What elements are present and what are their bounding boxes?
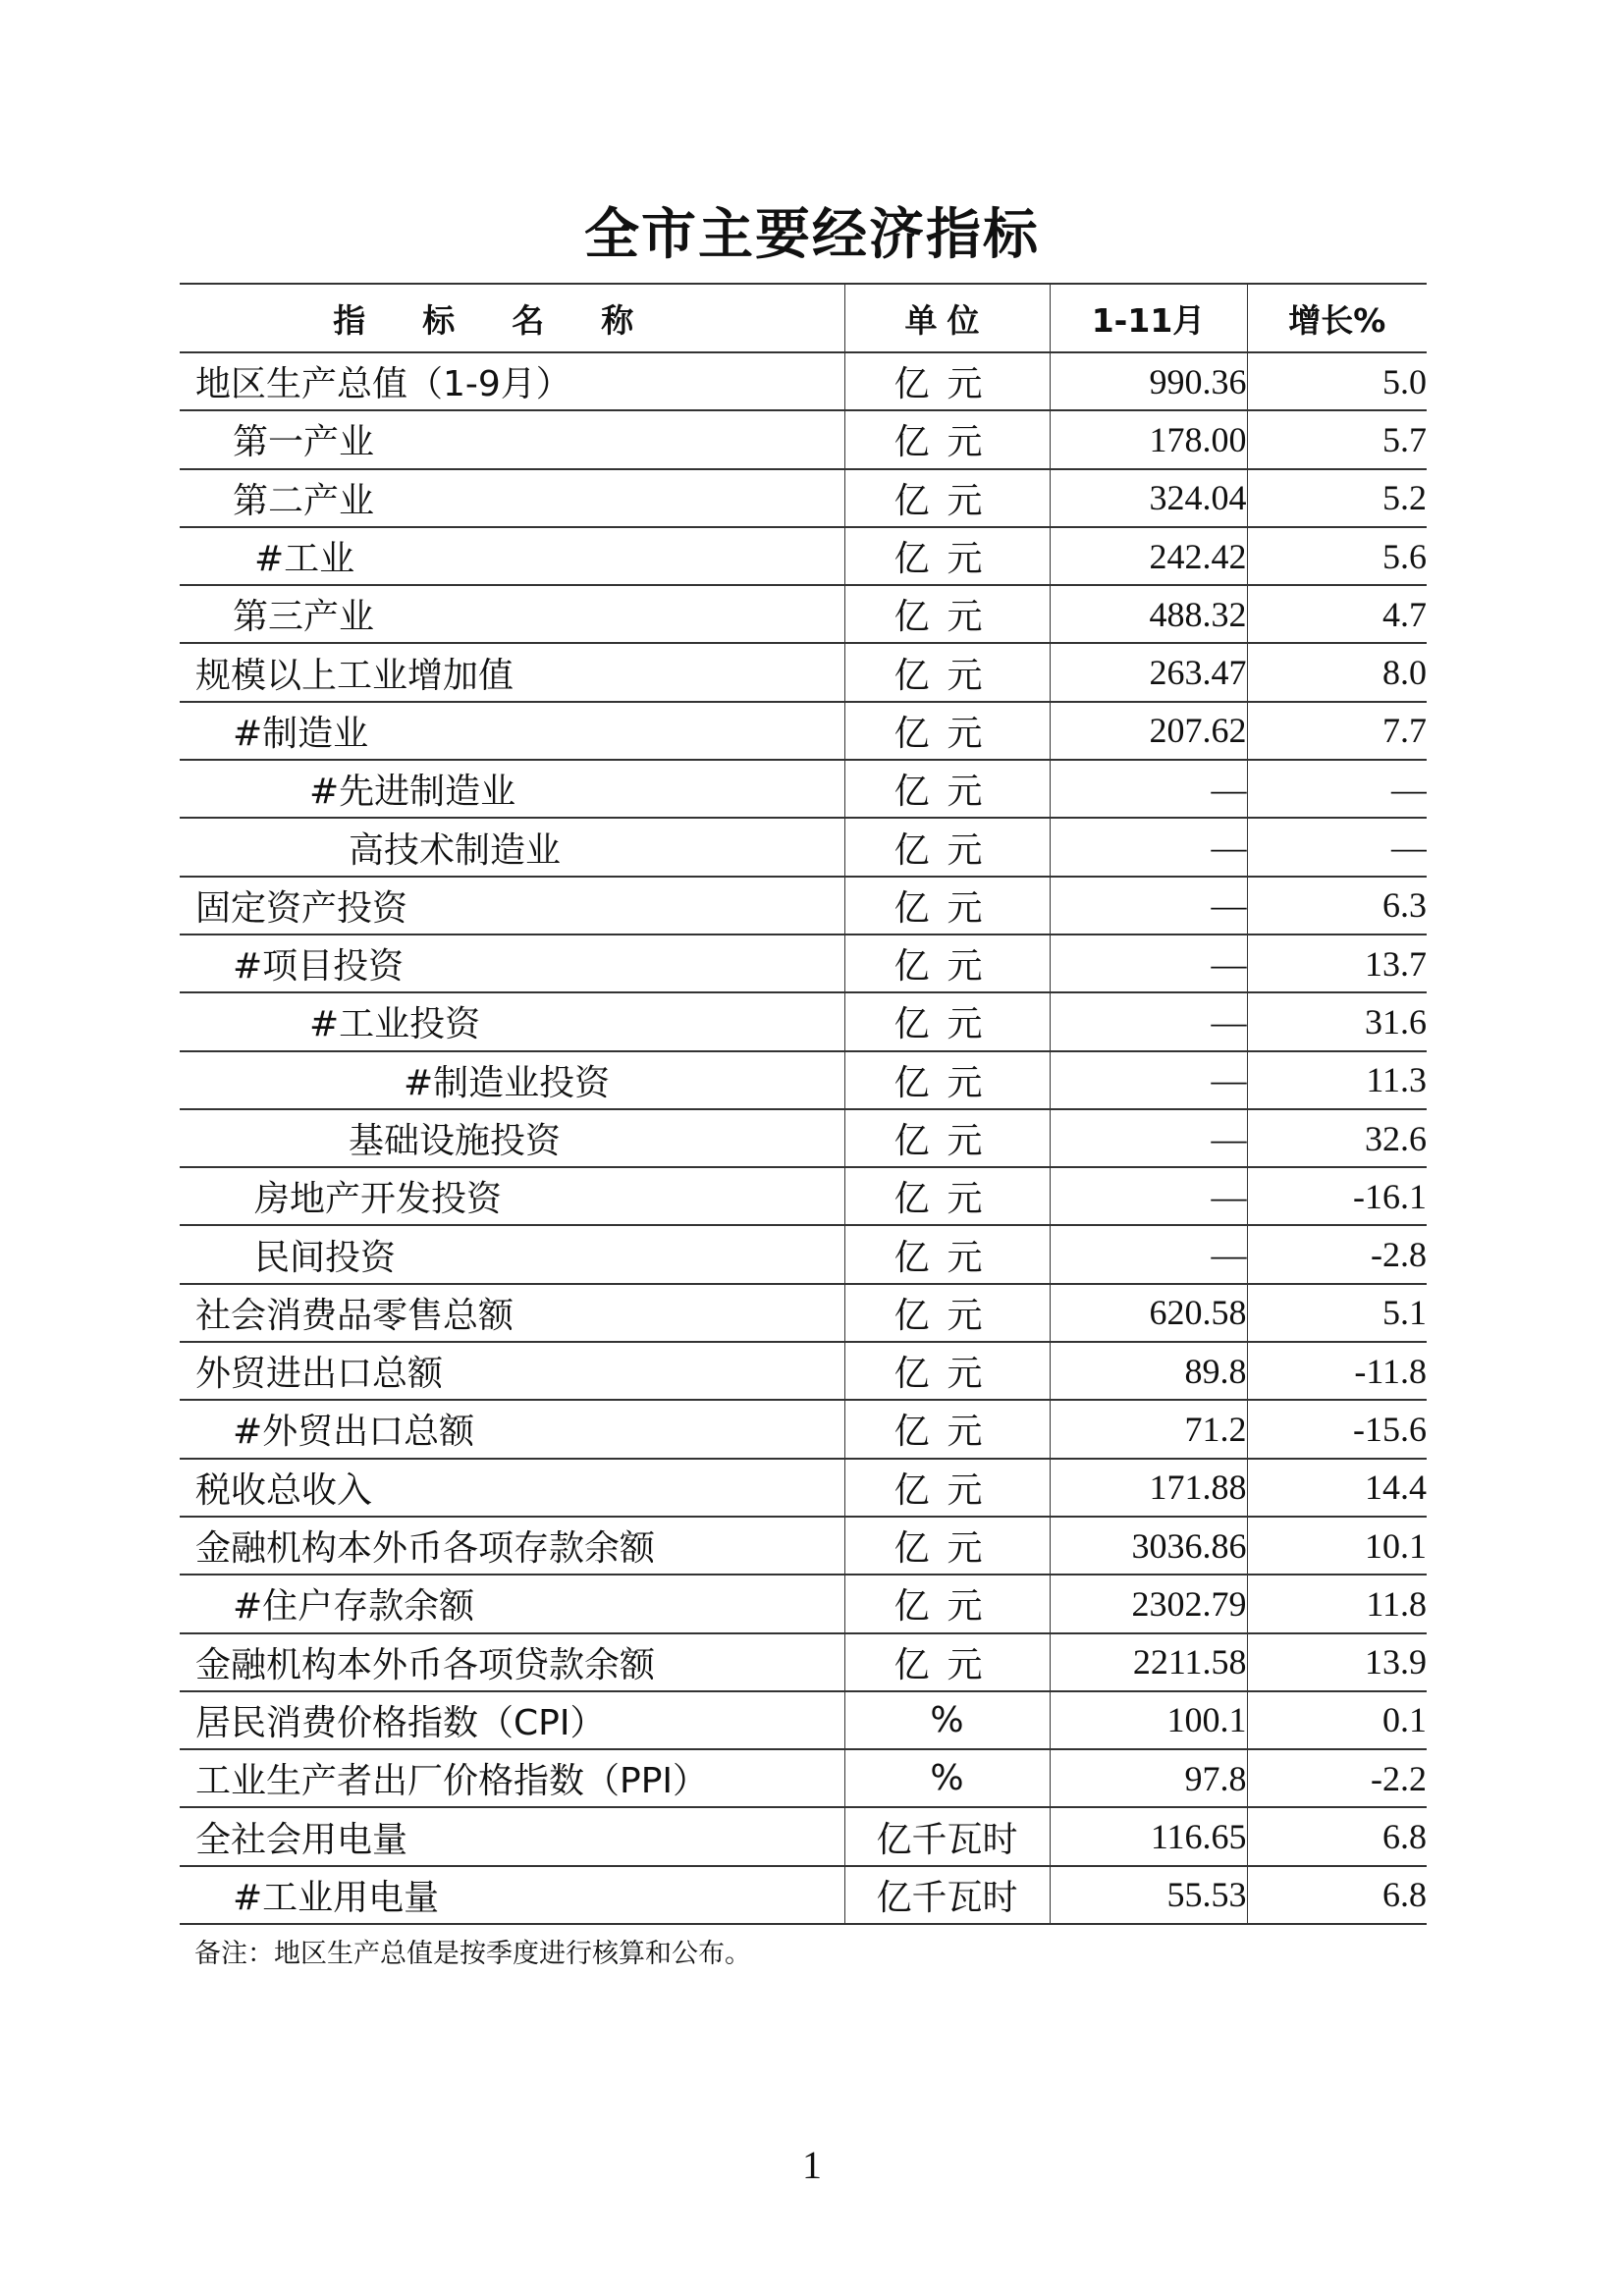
indicator-name-cell: 第一产业 [180,410,844,468]
indicator-name-cell: #住户存款余额 [180,1575,844,1632]
unit-cell: 亿元 [844,934,1050,992]
indicator-name-cell: 居民消费价格指数（CPI） [180,1691,844,1749]
unit-cell: 亿元 [844,992,1050,1050]
table-row [180,818,1427,876]
table-row [180,1284,1427,1342]
period-value-cell: 178.00 [1050,410,1247,468]
unit-cell: 亿元 [844,1167,1050,1225]
growth-cell: -2.8 [1247,1225,1427,1283]
unit-cell: 亿元 [844,1109,1050,1167]
growth-cell: 6.8 [1247,1866,1427,1924]
table-row [180,1866,1427,1924]
unit-cell: % [844,1749,1050,1807]
indicator-name-cell: 第三产业 [180,585,844,643]
table-row [180,1109,1427,1167]
growth-cell: 13.7 [1247,934,1427,992]
unit-cell: 亿元 [844,702,1050,760]
period-value-cell: 207.62 [1050,702,1247,760]
growth-cell: — [1247,760,1427,818]
indicator-name-cell: #项目投资 [180,934,844,992]
unit-cell: 亿元 [844,1633,1050,1691]
period-value-cell: 488.32 [1050,585,1247,643]
unit-cell: 亿元 [844,877,1050,934]
table-row [180,1749,1427,1807]
growth-cell: -16.1 [1247,1167,1427,1225]
table-row [180,1342,1427,1400]
unit-cell: 亿元 [844,1284,1050,1342]
period-value-cell: 990.36 [1050,352,1247,410]
period-value-cell: 242.42 [1050,527,1247,585]
unit-cell: 亿元 [844,1517,1050,1575]
table-row [180,934,1427,992]
indicator-name-cell: 工业生产者出厂价格指数（PPI） [180,1749,844,1807]
period-value-cell: — [1050,1051,1247,1109]
period-value-cell: 116.65 [1050,1807,1247,1865]
period-value-cell: 324.04 [1050,469,1247,527]
period-value-cell: — [1050,1225,1247,1283]
indicator-name-cell: #制造业投资 [180,1051,844,1109]
header-unit: 单位 [844,284,1050,352]
period-value-cell: — [1050,818,1247,876]
unit-cell: 亿千瓦时 [844,1866,1050,1924]
period-value-cell: 3036.86 [1050,1517,1247,1575]
indicator-name-cell: #工业用电量 [180,1866,844,1924]
indicator-name-cell: 固定资产投资 [180,877,844,934]
indicator-name-cell: 基础设施投资 [180,1109,844,1167]
table-row [180,527,1427,585]
period-value-cell: 71.2 [1050,1400,1247,1458]
unit-cell: 亿元 [844,760,1050,818]
growth-cell: -15.6 [1247,1400,1427,1458]
table-row [180,1691,1427,1749]
table-row [180,1575,1427,1632]
table-row [180,1517,1427,1575]
growth-cell: 14.4 [1247,1459,1427,1517]
growth-cell: 32.6 [1247,1109,1427,1167]
indicator-name-cell: 外贸进出口总额 [180,1342,844,1400]
unit-cell: 亿元 [844,1400,1050,1458]
growth-cell: 8.0 [1247,643,1427,701]
table-row [180,469,1427,527]
period-value-cell: — [1050,1167,1247,1225]
growth-cell: 5.2 [1247,469,1427,527]
table-row [180,992,1427,1050]
indicator-name-cell: 社会消费品零售总额 [180,1284,844,1342]
period-value-cell: 263.47 [1050,643,1247,701]
indicator-name-cell: 高技术制造业 [180,818,844,876]
growth-cell: 11.8 [1247,1575,1427,1632]
indicator-name-cell: 第二产业 [180,469,844,527]
indicator-name-cell: #工业 [180,527,844,585]
period-value-cell: 620.58 [1050,1284,1247,1342]
period-value-cell: 171.88 [1050,1459,1247,1517]
growth-cell: 5.1 [1247,1284,1427,1342]
period-value-cell: — [1050,760,1247,818]
unit-cell: % [844,1691,1050,1749]
economic-indicators-table [180,283,1427,1925]
growth-cell: 10.1 [1247,1517,1427,1575]
growth-cell: -11.8 [1247,1342,1427,1400]
period-value-cell: — [1050,934,1247,992]
period-value-cell: 97.8 [1050,1749,1247,1807]
table-row [180,760,1427,818]
unit-cell: 亿元 [844,1459,1050,1517]
growth-cell: -2.2 [1247,1749,1427,1807]
period-value-cell: — [1050,992,1247,1050]
unit-cell: 亿元 [844,352,1050,410]
growth-cell: 5.7 [1247,410,1427,468]
growth-cell: 31.6 [1247,992,1427,1050]
growth-cell: 6.8 [1247,1807,1427,1865]
indicator-name-cell: #制造业 [180,702,844,760]
table-row [180,877,1427,934]
growth-cell: 7.7 [1247,702,1427,760]
unit-cell: 亿元 [844,1225,1050,1283]
growth-cell: 11.3 [1247,1051,1427,1109]
period-value-cell: 100.1 [1050,1691,1247,1749]
period-value-cell: 2211.58 [1050,1633,1247,1691]
table-row [180,585,1427,643]
table-row [180,1167,1427,1225]
table-row [180,1225,1427,1283]
period-value-cell: — [1050,877,1247,934]
indicator-name-cell: 税收总收入 [180,1459,844,1517]
indicator-name-cell: 金融机构本外币各项贷款余额 [180,1633,844,1691]
header-indicator-name: 指标名称 [180,284,844,352]
table-row [180,1807,1427,1865]
table-row [180,352,1427,410]
period-value-cell: 2302.79 [1050,1575,1247,1632]
unit-cell: 亿元 [844,527,1050,585]
table-row [180,702,1427,760]
page-number: 1 [802,2143,822,2187]
indicator-name-cell: 民间投资 [180,1225,844,1283]
indicator-name-cell: 规模以上工业增加值 [180,643,844,701]
header-growth: 增长% [1247,284,1427,352]
unit-cell: 亿元 [844,410,1050,468]
growth-cell: 5.6 [1247,527,1427,585]
unit-cell: 亿元 [844,643,1050,701]
indicator-name-cell: 房地产开发投资 [180,1167,844,1225]
period-value-cell: 55.53 [1050,1866,1247,1924]
table-row [180,643,1427,701]
unit-cell: 亿千瓦时 [844,1807,1050,1865]
growth-cell: 5.0 [1247,352,1427,410]
unit-cell: 亿元 [844,1051,1050,1109]
table-header-row [180,284,1427,352]
growth-cell: 6.3 [1247,877,1427,934]
indicator-name-cell: #工业投资 [180,992,844,1050]
period-value-cell: 89.8 [1050,1342,1247,1400]
indicator-name-cell: 地区生产总值（1-9月） [180,352,844,410]
growth-cell: — [1247,818,1427,876]
footnote: 备注：地区生产总值是按季度进行核算和公布。 [194,1939,751,1969]
growth-cell: 13.9 [1247,1633,1427,1691]
table-row [180,410,1427,468]
table-row [180,1400,1427,1458]
growth-cell: 0.1 [1247,1691,1427,1749]
header-period-value: 1-11月 [1050,284,1247,352]
table-row [180,1459,1427,1517]
period-value-cell: — [1050,1109,1247,1167]
unit-cell: 亿元 [844,818,1050,876]
table-row [180,1051,1427,1109]
indicator-name-cell: #外贸出口总额 [180,1400,844,1458]
page-title: 全市主要经济指标 [584,203,1040,267]
table-row [180,1633,1427,1691]
unit-cell: 亿元 [844,469,1050,527]
indicator-name-cell: 金融机构本外币各项存款余额 [180,1517,844,1575]
unit-cell: 亿元 [844,585,1050,643]
indicator-name-cell: #先进制造业 [180,760,844,818]
unit-cell: 亿元 [844,1342,1050,1400]
unit-cell: 亿元 [844,1575,1050,1632]
growth-cell: 4.7 [1247,585,1427,643]
indicator-name-cell: 全社会用电量 [180,1807,844,1865]
